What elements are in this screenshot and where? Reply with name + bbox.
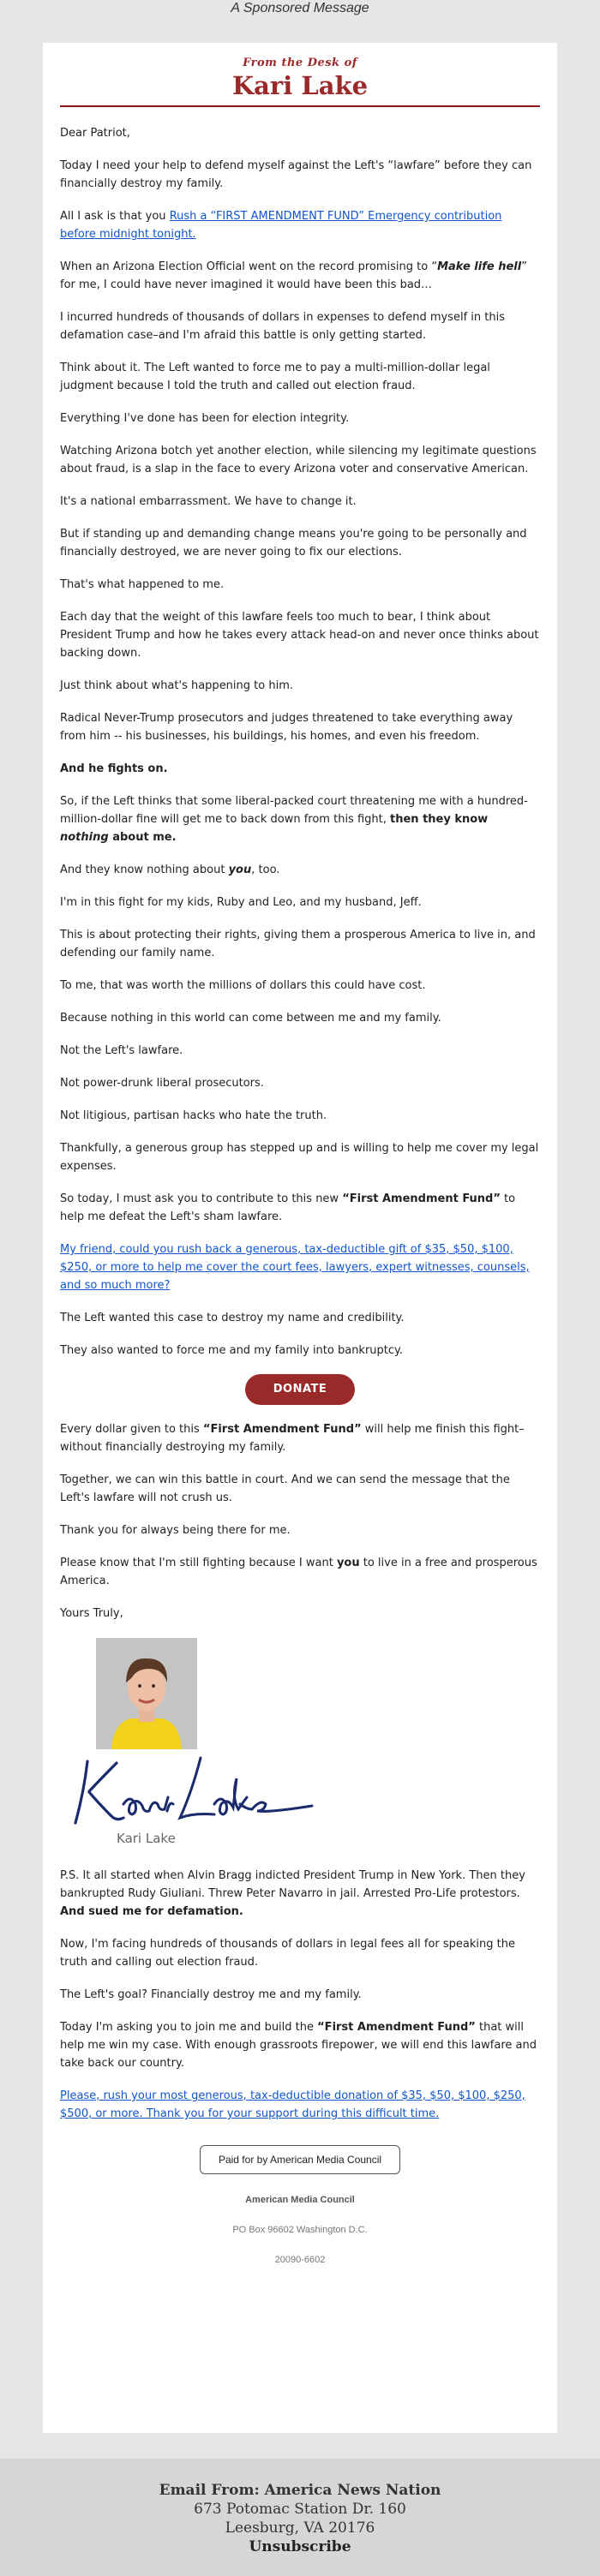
- paragraph: [60, 1240, 540, 1294]
- bold-text: And sued me for defamation.: [60, 1905, 243, 1918]
- paragraph: This is about protecting their rights, giving them a prosperous America to live in, and defending our family name.: [60, 929, 536, 959]
- paragraph: Everything I've done has been for election integrity.: [60, 412, 350, 425]
- paragraph-text: P.S. It all started when Alvin Bragg indicted President Trump in New York. Then they bankrupted Rudy Giuliani. Threw Peter Navarro in jail. Arrested Pro-Life protestors.: [60, 1869, 525, 1900]
- paragraph-text: will help me finish this fight–without financially destroying my family.: [60, 1423, 525, 1454]
- greeting: Dear Patriot,: [60, 127, 130, 140]
- paragraph: [60, 207, 540, 243]
- paragraph-text: And they know nothing about: [60, 864, 229, 876]
- paragraph: Radical Never-Trump prosecutors and judges threatened to take everything away from him -- his businesses, his buildings, his homes, and even his freedom.: [60, 712, 513, 743]
- paragraph: Each day that the weight of this lawfare feels too much to bear, I think about President Trump and how he takes every attack head-on and never once thinks about backing down.: [60, 611, 539, 660]
- bold-text: about me.: [108, 831, 177, 844]
- closing: Yours Truly,: [60, 1607, 123, 1620]
- donation-request-link[interactable]: Please, rush your most generous, tax-deductible donation of $35, $50, $100, $250, $500, or more. Thank you for your support during this difficult time.: [60, 2089, 525, 2120]
- paragraph-text: Please know that I'm still fighting because I want: [60, 1557, 337, 1569]
- bold-text: “First Amendment Fund”: [202, 1423, 362, 1436]
- paragraph: It's a national embarrassment. We have to change it.: [60, 495, 357, 508]
- paragraph: They also wanted to force me and my family into bankruptcy.: [60, 1344, 404, 1357]
- paragraph: [60, 1190, 540, 1226]
- paragraph: [60, 258, 540, 294]
- paragraph-bold: [60, 760, 540, 778]
- handwritten-signature: [63, 1744, 321, 1830]
- paragraph: Not power-drunk liberal prosecutors.: [60, 1077, 264, 1090]
- portrait-photo: [96, 1638, 197, 1749]
- letter-body: [43, 107, 557, 2123]
- paragraph: Just think about what's happening to him.: [60, 679, 293, 692]
- paragraph: I'm in this fight for my kids, Ruby and Leo, and my husband, Jeff.: [60, 896, 422, 909]
- paragraph: Think about it. The Left wanted to force me to pay a multi-million-dollar legal judgment because I told the truth and called out election fraud.: [60, 362, 490, 392]
- unsubscribe-link[interactable]: Unsubscribe: [249, 2538, 351, 2555]
- donate-button-wrap: [60, 1374, 540, 1405]
- paragraph: [60, 861, 540, 879]
- paragraph-text: And he fights on.: [60, 762, 168, 775]
- emphasis-text: nothing: [60, 831, 109, 844]
- bold-text: you: [336, 1557, 360, 1569]
- paragraph-text: , too.: [251, 864, 280, 876]
- organization-address: [43, 2195, 557, 2265]
- paragraph: To me, that was worth the millions of dollars this could have cost.: [60, 979, 426, 992]
- paragraph-text: Today I'm asking you to join me and build the: [60, 2021, 318, 2034]
- paragraph-text: ” for me, I could have never imagined it would have been this bad…: [60, 260, 527, 291]
- paragraph: Watching Arizona botch yet another election, while silencing my legitimate questions about fraud, is a slap in the face to every Arizona voter and conservative American.: [60, 445, 537, 475]
- paragraph: Today I need your help to defend myself against the Left's “lawfare” before they can financially destroy my family.: [60, 159, 532, 190]
- paragraph: [60, 2018, 540, 2072]
- organization-name: American Media Council: [245, 2195, 355, 2205]
- paragraph-text: that will help me win my case. With enough grassroots firepower, we will end this lawfare and take back our country.: [60, 2021, 537, 2070]
- from-desk-label: From the Desk of: [243, 57, 357, 69]
- masthead: [60, 43, 540, 107]
- bold-text: “First Amendment Fund”: [317, 2021, 476, 2034]
- organization-street: PO Box 96602 Washington D.C.: [232, 2225, 368, 2235]
- paragraph-text: When an Arizona Election Official went on the record promising to “: [60, 260, 438, 273]
- emphasis-text: you: [228, 864, 252, 876]
- paragraph: Thankfully, a generous group has stepped up and is willing to help me cover my legal expenses.: [60, 1142, 539, 1173]
- organization-zip: 20090-6602: [274, 2255, 326, 2265]
- email-footer: [0, 2459, 600, 2576]
- portrait-illustration: [96, 1638, 197, 1749]
- paid-for-disclaimer: Paid for by American Media Council: [200, 2145, 400, 2174]
- paragraph: Together, we can win this battle in court. And we can send the message that the Left's lawfare will not crush us.: [60, 1473, 510, 1504]
- email-card: [43, 43, 557, 2433]
- paragraph: Because nothing in this world can come between me and my family.: [60, 1012, 441, 1025]
- bold-text: “First Amendment Fund”: [342, 1192, 501, 1205]
- paragraph: Not the Left's lawfare.: [60, 1044, 183, 1057]
- paragraph: That's what happened to me.: [60, 578, 225, 591]
- signature-caption: Kari Lake: [117, 1831, 176, 1846]
- paragraph: [60, 1554, 540, 1590]
- paragraph: The Left wanted this case to destroy my name and credibility.: [60, 1312, 405, 1324]
- paragraph: I incurred hundreds of thousands of dollars in expenses to defend myself in this defamation case–and I'm afraid this battle is only getting started.: [60, 311, 505, 342]
- postscript: [60, 1867, 540, 1921]
- paragraph: [60, 792, 540, 846]
- paid-for-wrap: [43, 2145, 557, 2174]
- paragraph: The Left's goal? Financially destroy me and my family.: [60, 1988, 362, 2001]
- paragraph: Not litigious, partisan hacks who hate the truth.: [60, 1109, 327, 1122]
- paragraph-text: So, if the Left thinks that some liberal-packed court threatening me with a hundred-million-dollar fine will get me to back down from this fight,: [60, 795, 528, 826]
- paragraph: But if standing up and demanding change means you're going to be personally and financially destroyed, we are never going to fix our elections.: [60, 528, 527, 559]
- sponsored-message-label: A Sponsored Message: [231, 1, 369, 15]
- paragraph: Now, I'm facing hundreds of thousands of dollars in legal fees all for speaking the truth and calling out election fraud.: [60, 1938, 515, 1969]
- gift-request-link[interactable]: My friend, could you rush back a generous, tax-deductible gift of $35, $50, $100, $250, or more to help me cover the court fees, lawyers, expert witnesses, counsels, and so much more?: [60, 1243, 530, 1292]
- footer-sender: Email From: America News Nation: [159, 2482, 441, 2499]
- bold-text: then they know: [390, 813, 489, 826]
- paragraph-text: to live in a free and prosperous America.: [60, 1557, 537, 1587]
- sender-name-heading: Kari Lake: [231, 71, 369, 100]
- paragraph-text: Every dollar given to this: [60, 1423, 203, 1436]
- quote-emphasis: Make life hell: [437, 260, 522, 273]
- paragraph-text: So today, I must ask you to contribute to this new: [60, 1192, 343, 1205]
- footer-city: Leesburg, VA 20176: [225, 2519, 375, 2537]
- donate-button[interactable]: DONATE: [245, 1374, 355, 1405]
- paragraph: [60, 2087, 540, 2123]
- paragraph-text: to help me defeat the Left's sham lawfare.: [60, 1192, 516, 1223]
- paragraph-text: All I ask is that you: [60, 210, 170, 223]
- footer-street: 673 Potomac Station Dr. 160: [194, 2501, 406, 2518]
- paragraph: [60, 1420, 540, 1456]
- emergency-contribution-link[interactable]: Rush a “FIRST AMENDMENT FUND” Emergency contribution before midnight tonight.: [60, 210, 502, 241]
- paragraph: Thank you for always being there for me.: [60, 1524, 291, 1537]
